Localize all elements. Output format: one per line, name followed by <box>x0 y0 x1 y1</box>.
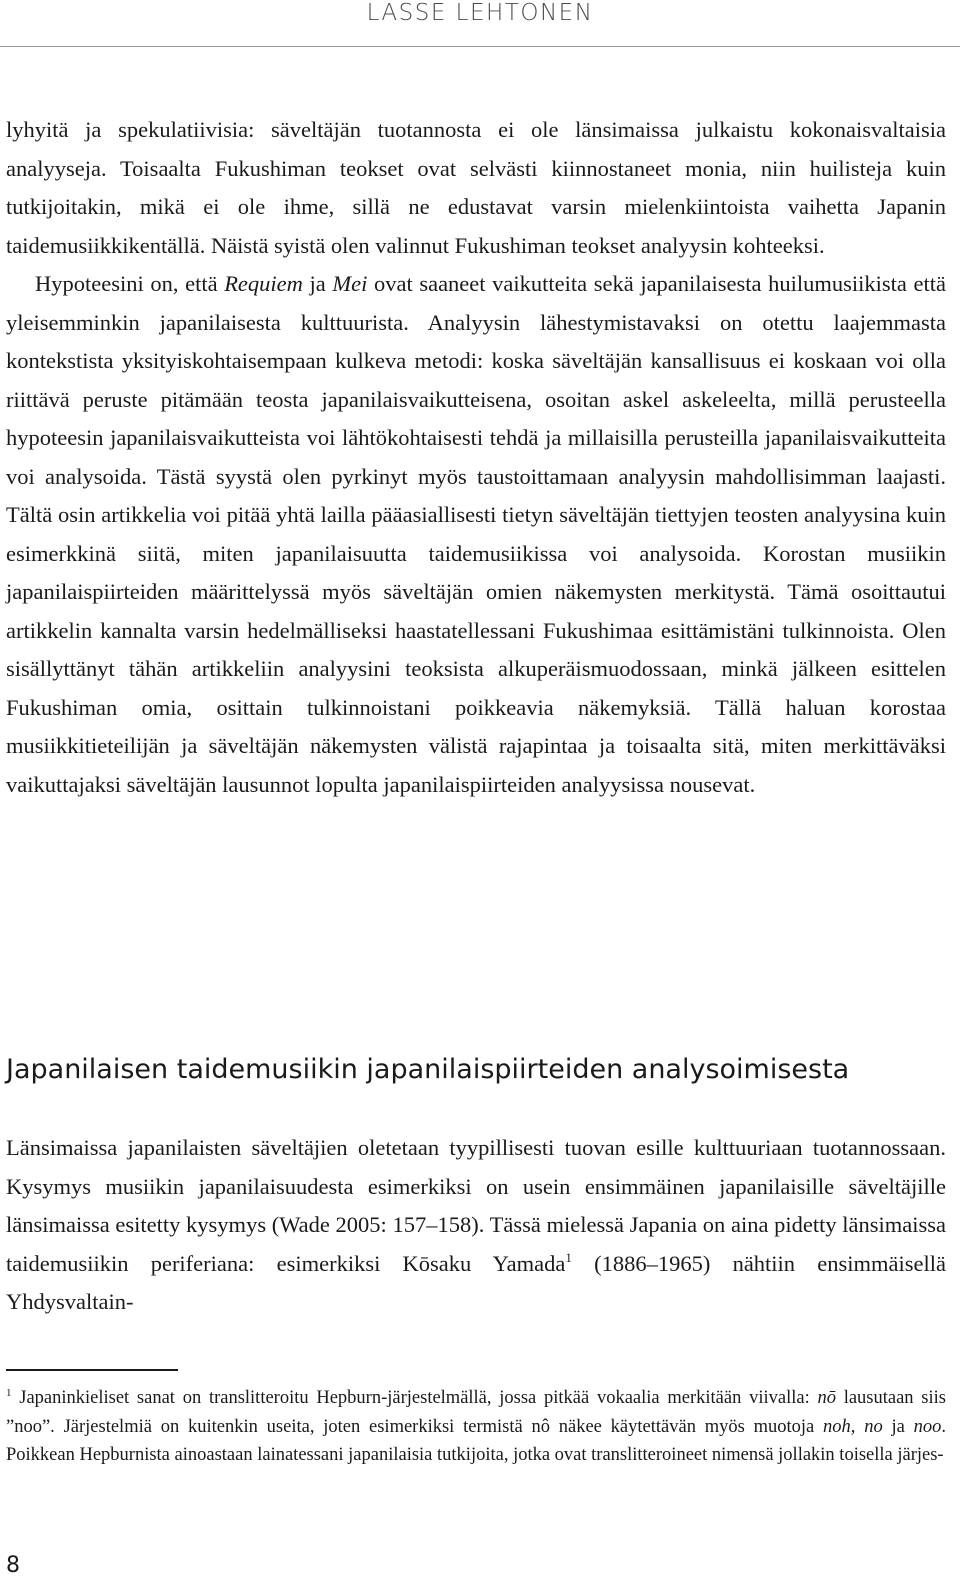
text-span: . Poikkean Hepburnista ainoastaan lainatessani japanilaisia tutkijoita, jotka ovat translitteroineet nimensä jollakin toisella järjes- <box>6 1416 947 1465</box>
section-analysis-body <box>6 1129 946 1322</box>
running-head: LASSE LEHTONEN <box>366 0 594 26</box>
term-no-macron: nō <box>817 1388 836 1408</box>
section-heading: Japanilaisen taidemusiikin japanilaispiirteiden analysoimisesta <box>6 1054 850 1085</box>
text-span: (1886–1965) nähtiin ensimmäisellä Yhdysvaltain- <box>6 1250 946 1314</box>
paragraph: lyhyitä ja spekulatiivisia: säveltäjän tuotannosta ei ole länsimaissa julkaistu kokonaisvaltaisia analyyseja. Toisaalta Fukushiman teokset ovat selvästi kiinnostaneet monia, niin huilisteja kuin tutkijoitakin, mikä ei ole ihme, sillä ne edustavat varsin mielenkiintoista vaihetta Japanin taidemusiikkikentällä. Näistä syistä olen valinnut Fukushiman teokset analyysin kohteeksi. <box>6 117 946 258</box>
page-number: 8 <box>6 1553 20 1578</box>
footnotes <box>6 1384 946 1470</box>
work-title-requiem: Requiem <box>224 271 303 296</box>
term-no: no <box>864 1416 883 1437</box>
text-span: Japaninkieliset sanat on translitteroitu Hepburn-järjestelmällä, jossa pitkää vokaalia merkitään viivalla: <box>11 1388 818 1408</box>
work-title-mei: Mei <box>332 271 368 296</box>
text-span: Hypoteesini on, että <box>35 271 225 296</box>
footnote-number: 1 <box>6 1387 12 1399</box>
text-span: ja <box>302 271 333 296</box>
section-intro-body <box>6 111 946 804</box>
text-span: , <box>850 1416 865 1437</box>
term-noo: noo <box>913 1416 942 1437</box>
header-rule <box>0 46 960 47</box>
term-noh: noh <box>823 1416 851 1437</box>
text-span: lausutaan siis ”noo”. Järjestelmiä on kuitenkin useita, joten esimerkiksi termistä nô näkee käytettävän myös muotoja <box>6 1388 946 1437</box>
text-span: ovat saaneet vaikutteita sekä japanilaisesta huilumusiikista että yleisemminkin japanilaisesta kulttuurista. Analyysin lähestymistavaksi on otettu laajemmasta kontekstista yksityiskohtaisempaan kulkeva metodi: koska säveltäjän kansallisuus ei koskaan voi olla riittävä peruste pitämään teosta japanilaisvaikutteisena, osoitan askel askeleelta, millä perusteella hypoteesin japanilaisvaikutteista voi lähtökohtaisesti tehdä ja millaisilla perusteilla japanilaisvaikutteita voi analysoida. Tästä syystä olen pyrkinyt myös taustoittamaan analyysin mahdollisimman laajasti. Tältä osin artikkelia voi pitää yhtä lailla pääasiallisesti tietyn säveltäjän tiettyjen teosten analyysina kuin esimerkkinä siitä, miten japanilaisuutta taidemusiikissa voi analysoida. Korostan musiikin japanilaispiirteiden määrittelyssä myös säveltäjän omien näkemysten merkitystä. Tämä osoittautui artikkelin kannalta varsin hedelmälliseksi haastatellessani Fukushimaa esittämistäni tulkinnoista. Olen sisällyttänyt tähän artikkeliin analyysini teoksista alkuperäismuodossaan, minkä jälkeen esittelen Fukushiman omia, osittain tulkinnoistani poikkeavia näkemyksiä. Tällä haluan korostaa musiikkitieteilijän ja säveltäjän näkemysten välistä rajapintaa ja toisaalta sitä, miten merkittäväksi vaikuttajaksi säveltäjän lausunnot lopulta japanilaispiirteiden analyysissa nousevat. <box>6 271 946 797</box>
footnote-1 <box>6 1384 946 1470</box>
paragraph-hypothesis <box>6 265 946 804</box>
text-span: ja <box>882 1416 914 1437</box>
footnote-reference[interactable]: 1 <box>565 1249 572 1265</box>
footnote-rule <box>6 1369 178 1371</box>
paragraph <box>6 1129 946 1322</box>
text-span: Länsimaissa japanilaisten säveltäjien oletetaan tyypillisesti tuovan esille kulttuuriaan tuotannossaan. Kysymys musiikin japanilaisuudesta esimerkiksi on usein ensimmäinen japanilaisille säveltäjille länsimaissa esitetty kysymys (Wade 2005: 157–158). Tässä mielessä Japania on aina pidetty länsimaissa taidemusiikin periferiana: esimerkiksi Kōsaku Yamada <box>6 1135 946 1276</box>
